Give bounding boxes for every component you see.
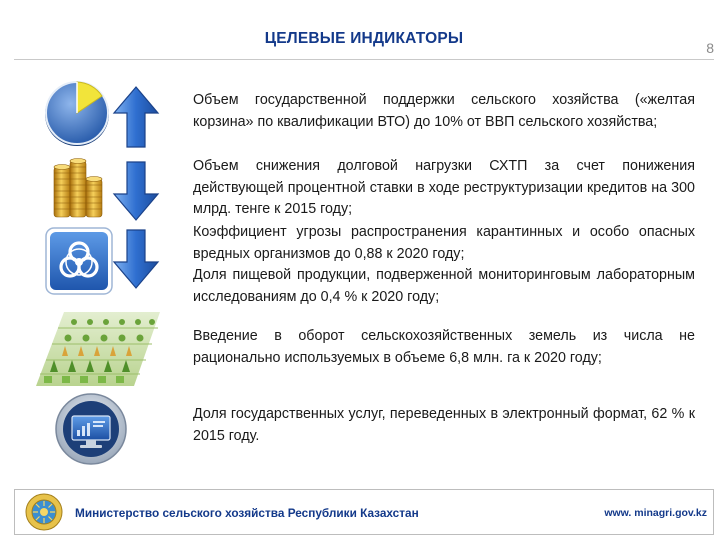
indicator-text-3 bbox=[193, 222, 695, 308]
indicator-text-4 bbox=[193, 326, 695, 369]
indicator-text-2 bbox=[193, 156, 695, 221]
footer-ministry-name: Министерство сельского хозяйства Республики Казахстан bbox=[75, 506, 419, 520]
footer-website-link[interactable]: www. minagri.gov.kz bbox=[604, 507, 707, 519]
arrow-down-icon bbox=[112, 160, 160, 222]
indicator-paragraph: Введение в оборот сельскохозяйственных земель из числа не рационально используемых в объеме 6,8 млн. га к 2020 году; bbox=[193, 328, 695, 366]
state-emblem-icon bbox=[24, 493, 64, 531]
arrow-down-icon bbox=[112, 228, 160, 290]
biohazard-icon bbox=[44, 226, 114, 296]
indicator-paragraph: Объем государственной поддержки сельского хозяйства («желтая корзина» по квалификации ВТО) до 10% от ВВП сельского хозяйства; bbox=[193, 92, 695, 130]
indicator-paragraph: Коэффициент угрозы распространения карантинных и особо опасных вредных организмов до 0,88 к 2020 году; bbox=[193, 224, 695, 262]
computer-monitor-icon bbox=[50, 392, 132, 466]
coin-stacks-icon bbox=[46, 157, 110, 219]
indicator-paragraph: Доля пищевой продукции, подверженной мониторинговым лабораторным исследованиям до 0,4 % к 2020 году; bbox=[193, 267, 695, 305]
arrow-up-icon bbox=[112, 85, 160, 149]
indicator-text-5 bbox=[193, 404, 695, 447]
indicator-text-1 bbox=[193, 90, 695, 133]
page-title: ЦЕЛЕВЫЕ ИНДИКАТОРЫ bbox=[264, 30, 464, 47]
crop-field-icon bbox=[34, 308, 164, 388]
title-divider bbox=[14, 59, 714, 60]
page-number: 8 bbox=[706, 40, 714, 56]
indicator-paragraph: Объем снижения долговой нагрузки СХТП за счет понижения действующей процентной ставки в ходе реструктуризации кредитов на 300 млрд. тенге к 2015 году; bbox=[193, 158, 695, 217]
indicator-paragraph: Доля государственных услуг, переведенных в электронный формат, 62 % к 2015 году. bbox=[193, 406, 695, 444]
pie-chart-icon bbox=[42, 78, 112, 148]
